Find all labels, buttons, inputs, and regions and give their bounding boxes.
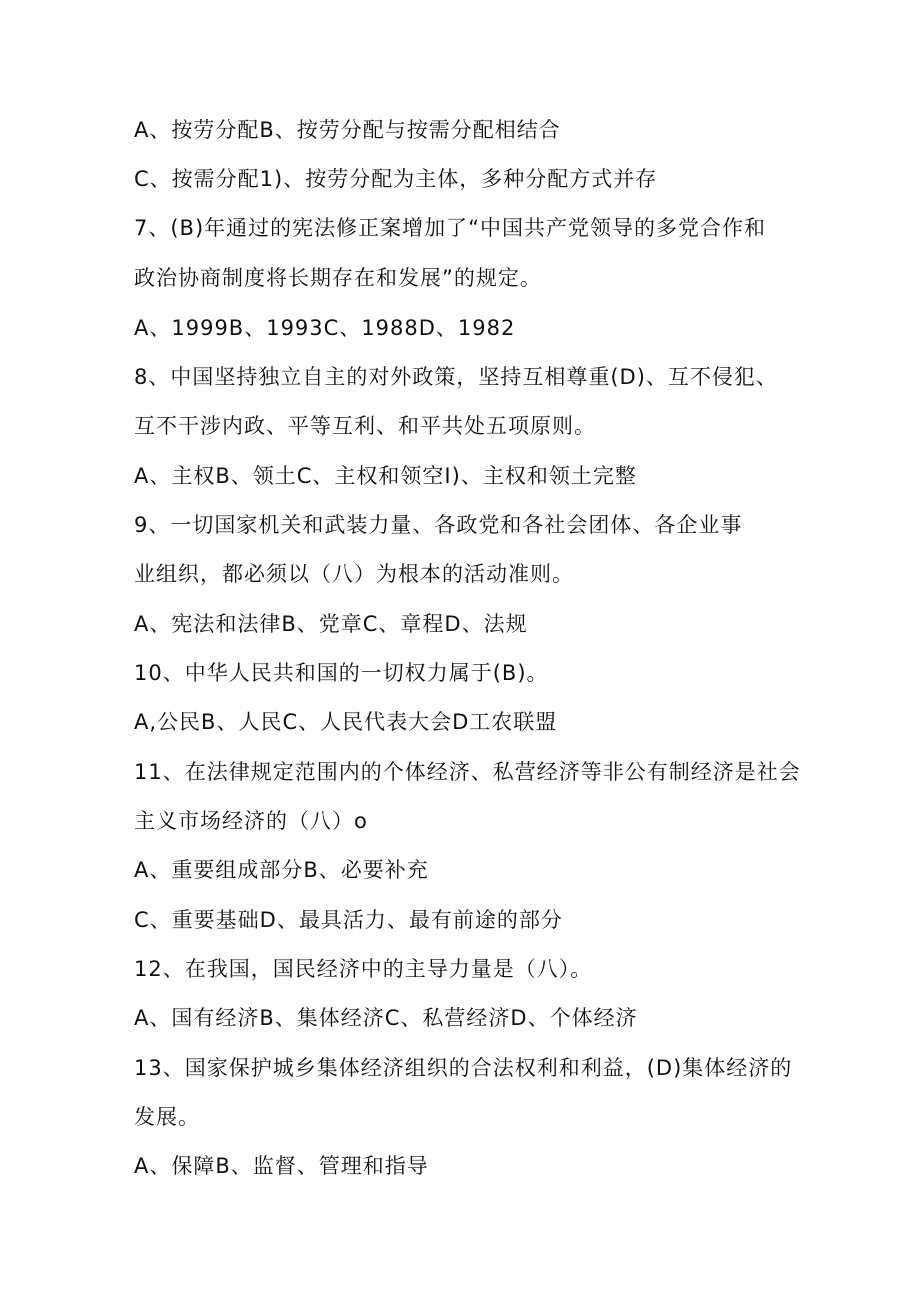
text-line: A、保障B、监督、管理和指导 <box>134 1154 429 1178</box>
text-line: 11、在法律规定范围内的个体经济、私营经济等非公有制经济是社会 <box>134 760 801 784</box>
text-line: 业组织，都必须以（八）为根本的活动准则。 <box>134 562 574 586</box>
text-line: A、按劳分配B、按劳分配与按需分配相结合 <box>134 118 561 142</box>
text-line: 7、(B)年通过的宪法修正案增加了“中国共产党领导的多党合作和 <box>134 216 767 240</box>
text-line: 8、中国坚持独立自主的对外政策，坚持互相尊重(D)、互不侵犯、 <box>134 365 778 389</box>
text-line: 互不干涉内政、平等互利、和平共处五项原则。 <box>134 414 596 438</box>
text-line: A、宪法和法律B、党章C、章程D、法规 <box>134 612 528 636</box>
text-line: 政治协商制度将长期存在和发展”的规定。 <box>134 266 542 290</box>
text-line: 10、中华人民共和国的一切权力属于(B)。 <box>134 661 549 685</box>
text-line: A、1999B、1993C、1988D、1982 <box>134 316 516 340</box>
text-line: 主义市场经济的（八）o <box>134 809 368 833</box>
text-line: A、主权B、领土C、主权和领空I)、主权和领土完整 <box>134 464 637 488</box>
text-line: 9、一切国家机关和武装力量、各政党和各社会团体、各企业事 <box>134 513 743 537</box>
text-line: A,公民B、人民C、人民代表大会D工农联盟 <box>134 710 558 734</box>
text-line: C、重要基础D、最具活力、最有前途的部分 <box>134 908 563 932</box>
text-line: 12、在我国，国民经济中的主导力量是（八）。 <box>134 957 593 981</box>
text-line: C、按需分配1)、按劳分配为主体，多种分配方式并存 <box>134 167 658 191</box>
text-line: 13、国家保护城乡集体经济组织的合法权利和利益，(D)集体经济的 <box>134 1056 793 1080</box>
text-line: A、重要组成部分B、必要补充 <box>134 858 429 882</box>
text-line: 发展。 <box>134 1105 200 1129</box>
text-line: A、国有经济B、集体经济C、私营经济D、个体经济 <box>134 1006 638 1030</box>
